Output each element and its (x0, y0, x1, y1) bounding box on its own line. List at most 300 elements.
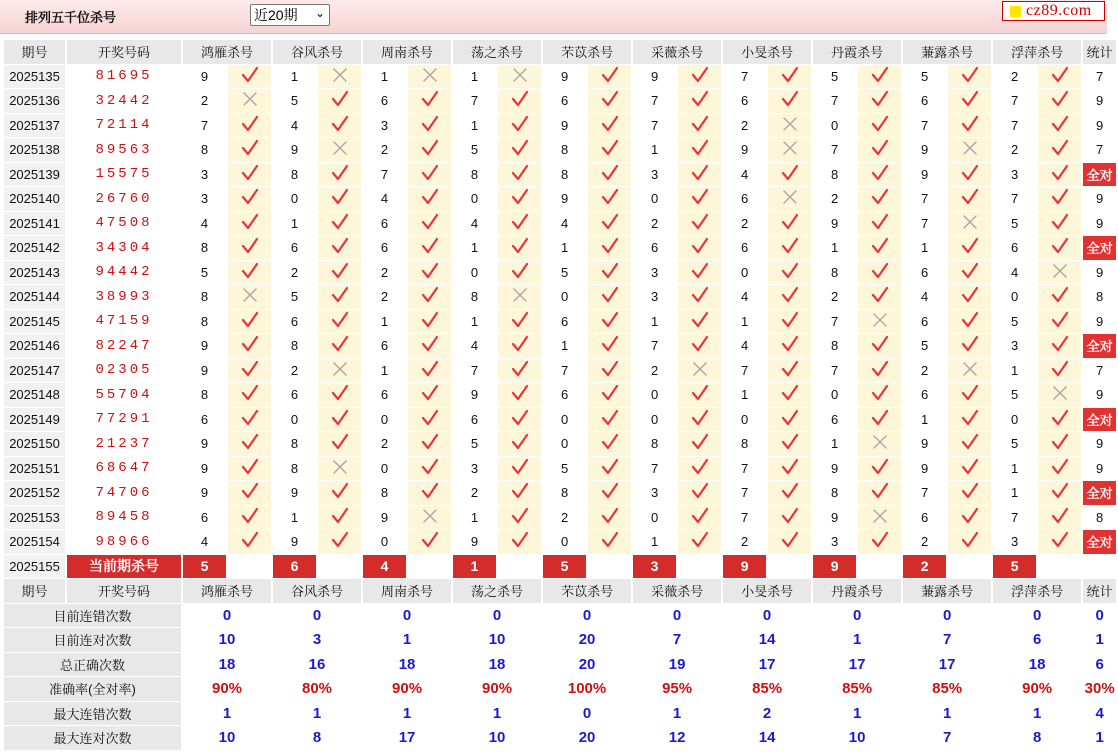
cross-mark (948, 359, 991, 383)
issue-number: 2025135 (4, 65, 65, 89)
check-mark (948, 285, 991, 309)
draw-number: 47159 (67, 310, 181, 334)
check-mark (408, 236, 451, 260)
check-mark (948, 432, 991, 456)
kill-number: 9 (453, 530, 496, 554)
kill-number: 5 (543, 261, 586, 285)
check-mark (678, 89, 721, 113)
check-mark (498, 383, 541, 407)
check-mark (858, 114, 901, 138)
check-icon (961, 434, 979, 450)
row-total: 8 (1083, 506, 1116, 530)
table-body (4, 65, 1116, 750)
check-icon (511, 508, 529, 524)
kill-number: 9 (183, 359, 226, 383)
check-icon (781, 91, 799, 107)
kill-number: 6 (273, 383, 316, 407)
column-header: 谷风杀号 (273, 579, 361, 603)
kill-number: 0 (813, 114, 856, 138)
range-select-value: 近20期 (254, 7, 298, 23)
check-mark (228, 114, 271, 138)
kill-number: 9 (903, 163, 946, 187)
kill-number: 1 (993, 457, 1036, 481)
all-correct-badge: 全对 (1083, 530, 1116, 554)
cross-icon (243, 288, 257, 302)
blank-cell (588, 555, 631, 579)
issue-number: 2025142 (4, 236, 65, 260)
check-mark (318, 114, 361, 138)
check-mark (408, 359, 451, 383)
check-mark (408, 212, 451, 236)
cross-icon (963, 141, 977, 155)
kill-number: 1 (453, 236, 496, 260)
current-kill-number: 6 (273, 555, 316, 579)
check-icon (601, 508, 619, 524)
check-icon (781, 287, 799, 303)
current-kill-number: 9 (723, 555, 766, 579)
check-icon (601, 67, 619, 83)
check-mark (1038, 212, 1081, 236)
kill-number: 4 (453, 334, 496, 358)
check-icon (691, 532, 709, 548)
kill-number: 7 (633, 457, 676, 481)
check-icon (241, 214, 259, 230)
stats-value: 10 (453, 726, 541, 750)
kill-number: 9 (723, 138, 766, 162)
draw-number: 89563 (67, 138, 181, 162)
check-mark (858, 236, 901, 260)
column-header: 荡之杀号 (453, 40, 541, 64)
top-bar (0, 0, 1107, 34)
stats-row (4, 726, 1116, 750)
check-mark (678, 285, 721, 309)
stats-value: 14 (723, 628, 811, 652)
check-icon (871, 189, 889, 205)
kill-number: 4 (543, 212, 586, 236)
kill-number: 3 (993, 163, 1036, 187)
stats-value: 10 (453, 628, 541, 652)
check-icon (961, 91, 979, 107)
check-mark (858, 89, 901, 113)
draw-number: 02305 (67, 359, 181, 383)
stats-value: 6 (993, 628, 1081, 652)
kill-number: 0 (543, 530, 586, 554)
kill-number: 6 (903, 383, 946, 407)
stats-value: 0 (183, 604, 271, 628)
kill-number: 8 (183, 138, 226, 162)
kill-number: 7 (723, 457, 766, 481)
blank-cell (678, 555, 721, 579)
check-mark (408, 383, 451, 407)
kill-number: 7 (633, 334, 676, 358)
check-mark (588, 432, 631, 456)
check-mark (678, 114, 721, 138)
check-icon (1051, 508, 1069, 524)
check-icon (331, 385, 349, 401)
row-total: 8 (1083, 285, 1116, 309)
check-icon (1051, 410, 1069, 426)
cross-mark (948, 212, 991, 236)
issue-number: 2025148 (4, 383, 65, 407)
kill-number: 0 (993, 285, 1036, 309)
check-mark (318, 530, 361, 554)
check-mark (318, 506, 361, 530)
stats-value: 14 (723, 726, 811, 750)
kill-number: 5 (993, 212, 1036, 236)
check-mark (768, 481, 811, 505)
check-icon (331, 410, 349, 426)
kill-number: 4 (723, 334, 766, 358)
row-total: 9 (1083, 383, 1116, 407)
check-icon (331, 287, 349, 303)
check-icon (601, 312, 619, 328)
check-icon (601, 116, 619, 132)
kill-number: 3 (633, 481, 676, 505)
kill-number: 4 (183, 212, 226, 236)
kill-number: 9 (273, 481, 316, 505)
check-mark (858, 212, 901, 236)
check-icon (691, 91, 709, 107)
check-mark (588, 138, 631, 162)
stats-value: 85% (813, 677, 901, 701)
check-mark (858, 285, 901, 309)
check-mark (1038, 163, 1081, 187)
kill-number: 8 (543, 138, 586, 162)
check-icon (1051, 361, 1069, 377)
kill-number: 9 (903, 432, 946, 456)
check-mark (948, 65, 991, 89)
kill-number: 8 (273, 432, 316, 456)
column-header: 开奖号码 (67, 40, 181, 64)
blank-cell (948, 555, 991, 579)
stats-label: 目前连对次数 (4, 628, 181, 652)
check-mark (678, 408, 721, 432)
table-row (4, 481, 1116, 505)
check-icon (331, 91, 349, 107)
row-total: 9 (1083, 212, 1116, 236)
check-icon (241, 532, 259, 548)
issue-number: 2025151 (4, 457, 65, 481)
row-total: 7 (1083, 65, 1116, 89)
kill-number: 2 (993, 65, 1036, 89)
check-icon (781, 385, 799, 401)
check-mark (678, 334, 721, 358)
check-icon (781, 263, 799, 279)
kill-number: 9 (453, 383, 496, 407)
check-mark (678, 481, 721, 505)
check-mark (768, 310, 811, 334)
check-mark (498, 163, 541, 187)
kill-number: 3 (633, 163, 676, 187)
check-mark (678, 530, 721, 554)
check-icon (241, 116, 259, 132)
cross-mark (498, 285, 541, 309)
check-mark (408, 408, 451, 432)
column-header: 蒹露杀号 (903, 40, 991, 64)
check-icon (1051, 459, 1069, 475)
check-icon (961, 287, 979, 303)
cross-mark (498, 65, 541, 89)
kill-number: 6 (723, 236, 766, 260)
table-row (4, 383, 1116, 407)
cross-mark (318, 359, 361, 383)
kill-number: 8 (183, 310, 226, 334)
check-mark (408, 261, 451, 285)
check-icon (691, 434, 709, 450)
check-mark (408, 432, 451, 456)
check-mark (228, 383, 271, 407)
kill-number: 9 (903, 138, 946, 162)
draw-number: 68647 (67, 457, 181, 481)
check-icon (421, 287, 439, 303)
kill-number: 6 (363, 89, 406, 113)
check-icon (601, 459, 619, 475)
row-total: 7 (1083, 138, 1116, 162)
kill-number: 6 (723, 187, 766, 211)
kill-number: 7 (723, 506, 766, 530)
check-mark (588, 481, 631, 505)
kill-number: 1 (543, 334, 586, 358)
check-icon (691, 459, 709, 475)
stats-value: 85% (903, 677, 991, 701)
kill-number: 6 (993, 236, 1036, 260)
check-mark (1038, 114, 1081, 138)
check-mark (228, 334, 271, 358)
kill-number: 4 (993, 261, 1036, 285)
draw-number: 55704 (67, 383, 181, 407)
check-icon (871, 238, 889, 254)
row-total: 7 (1083, 359, 1116, 383)
stats-label: 最大连对次数 (4, 726, 181, 750)
kill-number: 5 (993, 383, 1036, 407)
issue-number: 2025137 (4, 114, 65, 138)
check-icon (241, 238, 259, 254)
cross-icon (1053, 264, 1067, 278)
cross-icon (243, 92, 257, 106)
check-icon (781, 459, 799, 475)
check-icon (691, 336, 709, 352)
kill-number: 7 (993, 506, 1036, 530)
check-mark (498, 432, 541, 456)
check-mark (768, 457, 811, 481)
check-mark (228, 138, 271, 162)
check-mark (948, 310, 991, 334)
stats-value: 1 (363, 702, 451, 726)
current-issue-number: 2025155 (4, 555, 65, 579)
check-mark (768, 285, 811, 309)
column-header: 统计 (1083, 579, 1116, 603)
kill-number: 7 (993, 187, 1036, 211)
check-mark (1038, 89, 1081, 113)
check-icon (871, 214, 889, 230)
cross-mark (408, 506, 451, 530)
cross-mark (318, 138, 361, 162)
kill-number: 5 (993, 310, 1036, 334)
cross-icon (1053, 386, 1067, 400)
stats-value: 1 (183, 702, 271, 726)
check-mark (498, 506, 541, 530)
check-icon (691, 214, 709, 230)
check-mark (768, 89, 811, 113)
check-icon (511, 91, 529, 107)
kill-number: 8 (813, 261, 856, 285)
check-icon (691, 410, 709, 426)
column-header: 丹霞杀号 (813, 40, 901, 64)
check-icon (421, 91, 439, 107)
draw-number: 81695 (67, 65, 181, 89)
range-select[interactable] (250, 4, 330, 26)
kill-number: 8 (273, 334, 316, 358)
blank-cell (768, 555, 811, 579)
draw-number: 47508 (67, 212, 181, 236)
check-icon (691, 263, 709, 279)
kill-number: 3 (633, 285, 676, 309)
stats-value: 100% (543, 677, 631, 701)
stats-value: 16 (273, 653, 361, 677)
kill-number: 3 (993, 334, 1036, 358)
check-icon (601, 532, 619, 548)
check-icon (331, 165, 349, 181)
all-correct-badge: 全对 (1083, 481, 1116, 505)
logo-text: cz89.com (1026, 2, 1092, 19)
table-row (4, 212, 1116, 236)
all-correct-badge: 全对 (1083, 163, 1116, 187)
kill-number: 8 (183, 285, 226, 309)
kill-number: 6 (903, 310, 946, 334)
table-row (4, 310, 1116, 334)
issue-number: 2025141 (4, 212, 65, 236)
check-mark (948, 481, 991, 505)
current-kill-number: 3 (633, 555, 676, 579)
column-header: 采薇杀号 (633, 579, 721, 603)
kill-number: 0 (723, 408, 766, 432)
check-icon (1051, 238, 1069, 254)
draw-number: 21237 (67, 432, 181, 456)
kill-number: 1 (453, 65, 496, 89)
kill-number: 3 (993, 530, 1036, 554)
check-icon (961, 189, 979, 205)
table-row (4, 359, 1116, 383)
kill-number: 2 (993, 138, 1036, 162)
check-icon (601, 287, 619, 303)
check-mark (858, 163, 901, 187)
kill-number: 0 (543, 408, 586, 432)
kill-number: 1 (723, 310, 766, 334)
kill-number: 8 (813, 481, 856, 505)
stats-value: 90% (453, 677, 541, 701)
check-icon (601, 165, 619, 181)
table-row (4, 261, 1116, 285)
kill-number: 4 (183, 530, 226, 554)
blank-cell (1038, 555, 1081, 579)
kill-number: 6 (453, 408, 496, 432)
table-row (4, 89, 1116, 113)
check-icon (511, 214, 529, 230)
kill-number: 0 (273, 408, 316, 432)
check-mark (768, 334, 811, 358)
check-icon (781, 532, 799, 548)
kill-number: 4 (903, 285, 946, 309)
check-icon (241, 459, 259, 475)
kill-number: 8 (543, 163, 586, 187)
check-icon (331, 214, 349, 230)
check-icon (691, 508, 709, 524)
cross-mark (318, 457, 361, 481)
site-logo[interactable] (1002, 1, 1105, 21)
check-mark (498, 236, 541, 260)
current-kill-number: 2 (903, 555, 946, 579)
cross-mark (858, 432, 901, 456)
kill-number: 2 (363, 432, 406, 456)
draw-number: 89458 (67, 506, 181, 530)
check-icon (871, 140, 889, 156)
check-mark (498, 359, 541, 383)
check-mark (948, 506, 991, 530)
stats-total: 1 (1083, 628, 1116, 652)
draw-number: 74706 (67, 481, 181, 505)
column-header: 鸿雁杀号 (183, 40, 271, 64)
stats-value: 8 (993, 726, 1081, 750)
check-mark (768, 408, 811, 432)
check-icon (1051, 312, 1069, 328)
check-mark (228, 310, 271, 334)
kill-number: 9 (183, 65, 226, 89)
kill-number: 9 (633, 65, 676, 89)
column-header: 周南杀号 (363, 579, 451, 603)
check-mark (768, 359, 811, 383)
kill-number: 2 (903, 359, 946, 383)
kill-number: 1 (543, 236, 586, 260)
table-row (4, 163, 1116, 187)
stats-value: 95% (633, 677, 721, 701)
kill-number: 1 (363, 310, 406, 334)
kill-number: 1 (273, 212, 316, 236)
table-row (4, 114, 1116, 138)
kill-number: 6 (543, 383, 586, 407)
kill-number: 9 (813, 212, 856, 236)
kill-number: 6 (543, 310, 586, 334)
check-mark (948, 334, 991, 358)
check-icon (1051, 336, 1069, 352)
all-correct-badge: 全对 (1083, 334, 1116, 358)
kill-number: 0 (273, 187, 316, 211)
check-icon (511, 434, 529, 450)
cross-icon (423, 68, 437, 82)
check-icon (601, 483, 619, 499)
kill-number: 5 (813, 65, 856, 89)
kill-number: 8 (813, 163, 856, 187)
check-mark (408, 114, 451, 138)
check-icon (331, 312, 349, 328)
column-header: 荡之杀号 (453, 579, 541, 603)
check-mark (768, 212, 811, 236)
column-header: 开奖号码 (67, 579, 181, 603)
check-icon (871, 459, 889, 475)
kill-number: 9 (183, 432, 226, 456)
kill-number: 1 (903, 236, 946, 260)
issue-number: 2025143 (4, 261, 65, 285)
check-mark (768, 163, 811, 187)
row-total: 9 (1083, 457, 1116, 481)
check-icon (1051, 287, 1069, 303)
check-icon (781, 483, 799, 499)
check-icon (691, 312, 709, 328)
check-icon (331, 532, 349, 548)
cross-mark (678, 359, 721, 383)
current-kill-number: 5 (543, 555, 586, 579)
kill-number: 9 (903, 457, 946, 481)
cross-icon (333, 68, 347, 82)
